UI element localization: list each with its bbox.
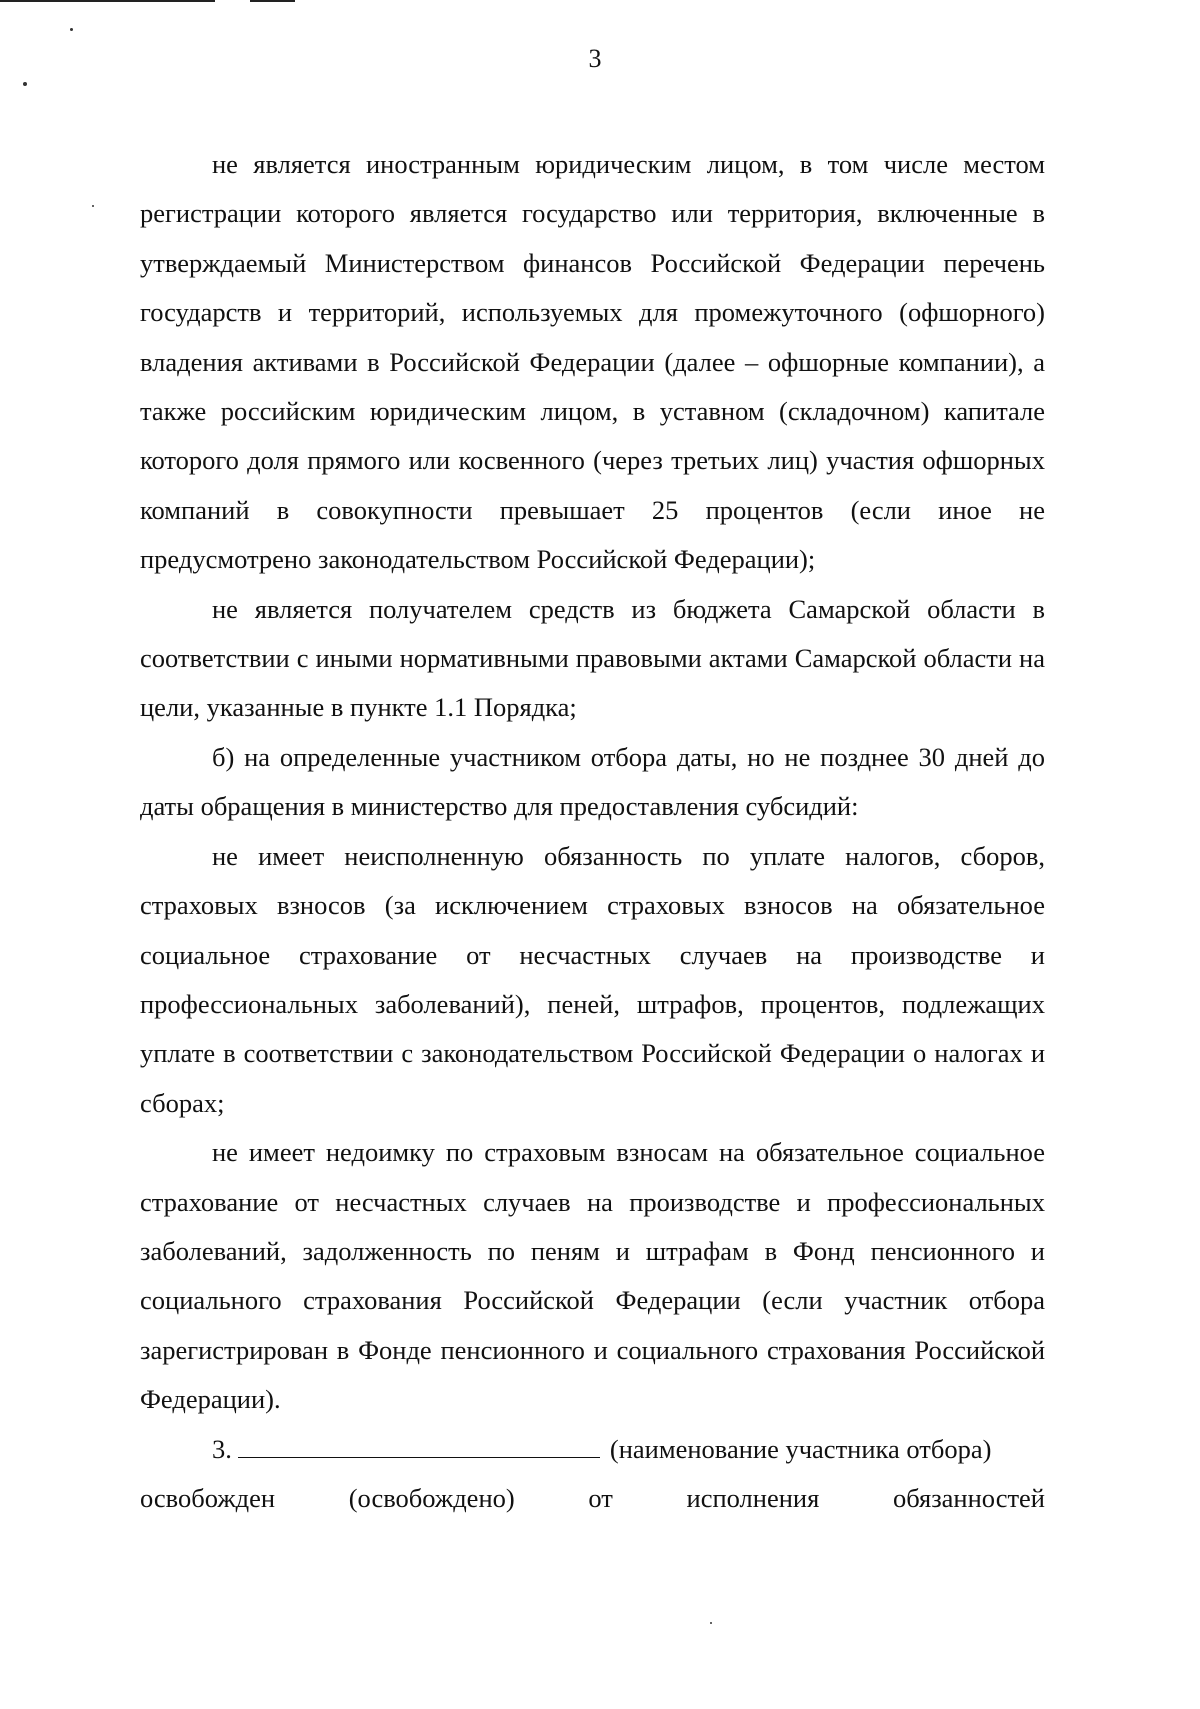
scan-edge-mark [250, 0, 295, 2]
participant-name-placeholder: (наименование участника отбора) [609, 1433, 992, 1464]
paragraph-tax-obligations: не имеет неисполненную обязанность по уплате налогов, сборов, страховых взносов (за исключением страховых взносов на обязательное социальное страхование от несчастных случаев на производстве и профессиональных заболеваний), пеней, штрафов, процентов, подлежащих уплате в соответствии с законодательством Российской Федерации о налогах и сборах; [140, 840, 1045, 1118]
paragraph-budget-recipient: не является получателем средств из бюджета Самарской области в соответствии с иными нормативными правовыми актами Самарской области на цели, указанные в пункте 1.1 Порядка; [140, 593, 1045, 723]
paragraph-subitem-b: б) на определенные участником отбора даты, но не позднее 30 дней до даты обращения в министерство для предоставления субсидий: [140, 741, 1045, 822]
scan-speck [70, 28, 73, 31]
scan-edge-mark [0, 0, 215, 2]
document-body [140, 140, 1045, 1523]
scan-speck [710, 1622, 712, 1624]
paragraph-item-3 [140, 1425, 1045, 1474]
page-number: 3 [588, 44, 602, 73]
item-3-number: 3. [212, 1433, 232, 1464]
paragraph-item-3-continuation: освобожден (освобождено) от исполнения обязанностей [140, 1482, 1045, 1513]
participant-name-blank [238, 1437, 600, 1458]
scan-speck [23, 82, 27, 86]
scan-speck [92, 205, 94, 207]
paragraph-offshore: не является иностранным юридическим лицом, в том числе местом регистрации которого является государство или территория, включенные в утверждаемый Министерством финансов Российской Федерации перечень государств и территорий, используемых для промежуточного (офшорного) владения активами в Российской Федерации (далее – офшорные компании), а также российским юридическим лицом, в уставном (складочном) капитале которого доля прямого или косвенного (через третьих лиц) участия офшорных компаний в совокупности превышает 25 процентов (если иное не предусмотрено законодательством Российской Федерации); [140, 149, 1045, 575]
paragraph-insurance-arrears: не имеет недоимку по страховым взносам на обязательное социальное страхование от несчастных случаев на производстве и профессиональных заболеваний, задолженность по пеням и штрафам в Фонд пенсионного и социального страхования Российской Федерации (если участник отбора зарегистрирован в Фонде пенсионного и социального страхования Российской Федерации). [140, 1137, 1045, 1415]
